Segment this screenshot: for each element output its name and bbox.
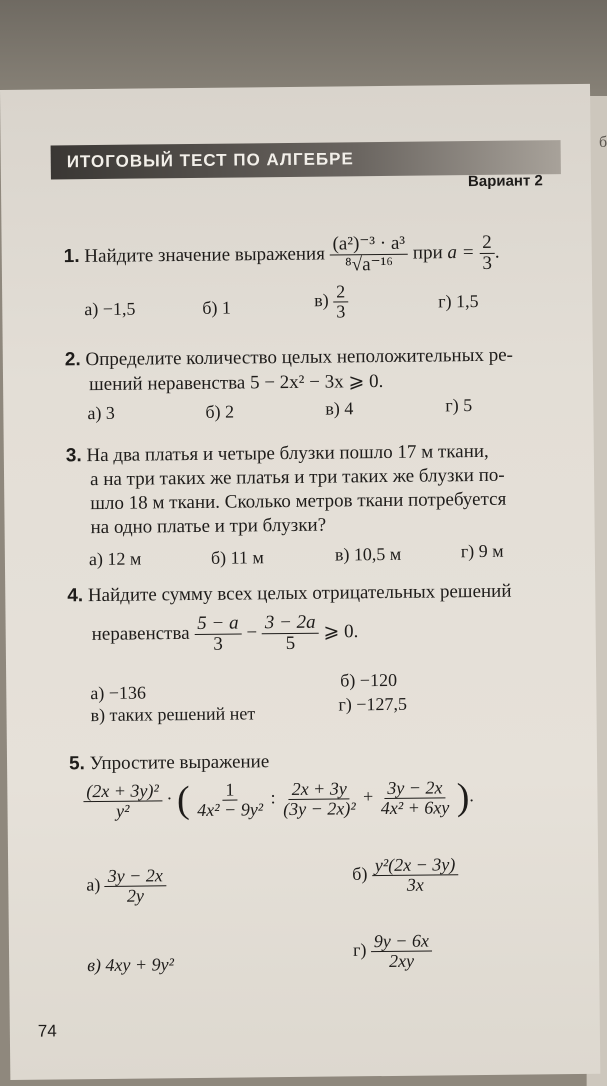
answer-b: б) 2 <box>205 401 235 422</box>
fraction-numerator: 3y − 2x <box>387 777 443 798</box>
answer-text: в) 4xy + 9y² <box>87 954 175 976</box>
answer-a <box>86 866 166 906</box>
question-5-expression <box>83 775 474 823</box>
question-5 <box>69 751 269 775</box>
question-text-line: Найдите сумму всех целых отрицательных решений <box>87 580 512 607</box>
answer-label: в) <box>314 290 329 311</box>
fraction-numerator: y²(2x − 3y) <box>374 854 456 876</box>
question-number: 1. <box>63 245 80 268</box>
fraction-denominator: 3 <box>482 252 493 274</box>
inequality-tail: ⩾ 0. <box>323 621 359 643</box>
question-number: 3. <box>65 445 82 467</box>
question-text-line: На два платья и четыре блузки пошло 17 м ткани, <box>86 440 489 467</box>
plus-sign: + <box>362 786 374 807</box>
answer-d <box>353 932 432 972</box>
answer-a: а) 3 <box>87 402 115 424</box>
answer-label: г) <box>352 939 367 960</box>
question-4-inequality <box>92 612 359 656</box>
fraction-numerator: (2x + 3y)² <box>86 779 159 801</box>
expr-fraction-3 <box>280 779 359 819</box>
answer-b: б) 11 м <box>210 547 264 568</box>
answer-c: в) таких решений нет <box>90 703 256 726</box>
answer-b <box>352 855 459 895</box>
fraction-numerator: 2 <box>333 282 348 302</box>
question-text: Найдите значение выражения <box>84 243 326 267</box>
fraction-numerator: 3y − 2x <box>107 865 163 886</box>
minus-sign: − <box>246 622 258 644</box>
close-paren: ) <box>456 776 470 819</box>
fraction-denominator: 5 <box>285 632 296 654</box>
question-1: 1. Найдите значение выражения $\frac{\text{(a²)⁻³ · a³}}{\text{⁸√a⁻¹⁶}}$ при a = $\frac{2}{3}$ . <box>63 231 500 276</box>
multiply-sign: · <box>166 788 173 809</box>
fraction-numerator: 2 <box>479 233 495 254</box>
question-3-line4: на одно платье и три блузки? <box>90 514 327 539</box>
answer-c: в) 4 <box>325 398 354 419</box>
question-3-line3: шло 18 м ткани. Сколько метров ткани потребуется <box>90 488 507 515</box>
fraction-denominator: 3x <box>406 874 424 895</box>
fraction-denominator: 2y <box>126 885 145 906</box>
answer-c <box>87 954 174 976</box>
answer-a: а) −1,5 <box>84 298 136 320</box>
answer-b: б) 1 <box>202 297 232 318</box>
answer-c: в) 10,5 м <box>334 543 402 565</box>
question-2-line2: шений неравенства 5 − 2x² − 3x ⩾ 0. <box>88 371 384 396</box>
expr-fraction-1 <box>83 781 162 821</box>
question-3 <box>66 441 489 467</box>
answer-b: б) −120 <box>340 669 398 691</box>
answer-d: г) 1,5 <box>438 291 479 312</box>
fraction-denominator: y² <box>116 800 130 821</box>
answer-a: а) 12 м <box>88 548 142 570</box>
fraction-numerator: 3 − 2a <box>264 611 316 634</box>
fraction-denominator: 4x² − 9y² <box>197 798 264 820</box>
answer-fraction <box>333 282 348 321</box>
expr-fraction-2 <box>194 780 266 820</box>
answer-d: г) −127,5 <box>338 693 408 715</box>
fraction-numerator: 2x + 3y <box>291 778 347 799</box>
answer-d: г) 9 м <box>460 540 504 562</box>
fraction-numerator: 5 − a <box>197 612 239 634</box>
variable-equals: a = <box>447 241 475 264</box>
question-number: 2. <box>64 349 81 371</box>
fraction-denominator: 4x² + 6xy <box>380 796 450 818</box>
fraction-denominator: ⁸√a⁻¹⁶ <box>344 253 394 276</box>
next-page-fragment: б <box>599 134 607 151</box>
question-text-suffix: при <box>412 242 443 264</box>
fraction-denominator: 2xy <box>388 950 415 971</box>
divide-sign: : <box>270 787 276 808</box>
fraction-denominator: 3 <box>213 633 223 655</box>
answer-fraction <box>371 932 433 971</box>
question-4 <box>67 581 511 608</box>
value-fraction <box>479 233 495 274</box>
question-text: неравенства <box>91 622 190 645</box>
answer-d: г) 5 <box>445 395 473 416</box>
fraction-numerator: (a²)⁻³ · a³ <box>329 234 408 256</box>
fraction-denominator: 3 <box>336 301 346 322</box>
question-number: 5. <box>68 753 86 775</box>
question-text-line: Определите количество целых неположительных ре- <box>85 344 514 371</box>
inequality-fraction-2 <box>262 613 319 654</box>
question-number: 4. <box>67 585 84 607</box>
expression-fraction <box>329 234 408 276</box>
answer-fraction <box>105 866 167 905</box>
question-3-line2: а на три таких же платья и три таких же блузки по- <box>89 464 505 491</box>
open-paren: ( <box>176 779 190 822</box>
inequality-fraction-1 <box>194 614 242 655</box>
period: . <box>469 785 474 806</box>
fraction-denominator: (3y − 2x)² <box>283 797 356 819</box>
fraction-numerator: 9y − 6x <box>373 930 430 952</box>
answer-c <box>314 282 348 321</box>
book-page <box>0 84 600 1080</box>
answer-fraction <box>372 855 459 895</box>
page-number: 74 <box>37 1021 57 1041</box>
answer-label: а) <box>86 874 101 895</box>
answer-a: а) −136 <box>90 682 147 704</box>
variant-label: Вариант 2 <box>467 172 543 191</box>
answer-label: б) <box>352 863 368 884</box>
expr-fraction-4 <box>378 778 453 818</box>
page-title: ИТОГОВЫЙ ТЕСТ ПО АЛГЕБРЕ <box>66 149 354 172</box>
fraction-numerator: 1 <box>222 780 237 800</box>
question-2 <box>65 345 513 372</box>
question-text: Упростите выражение <box>89 751 270 775</box>
